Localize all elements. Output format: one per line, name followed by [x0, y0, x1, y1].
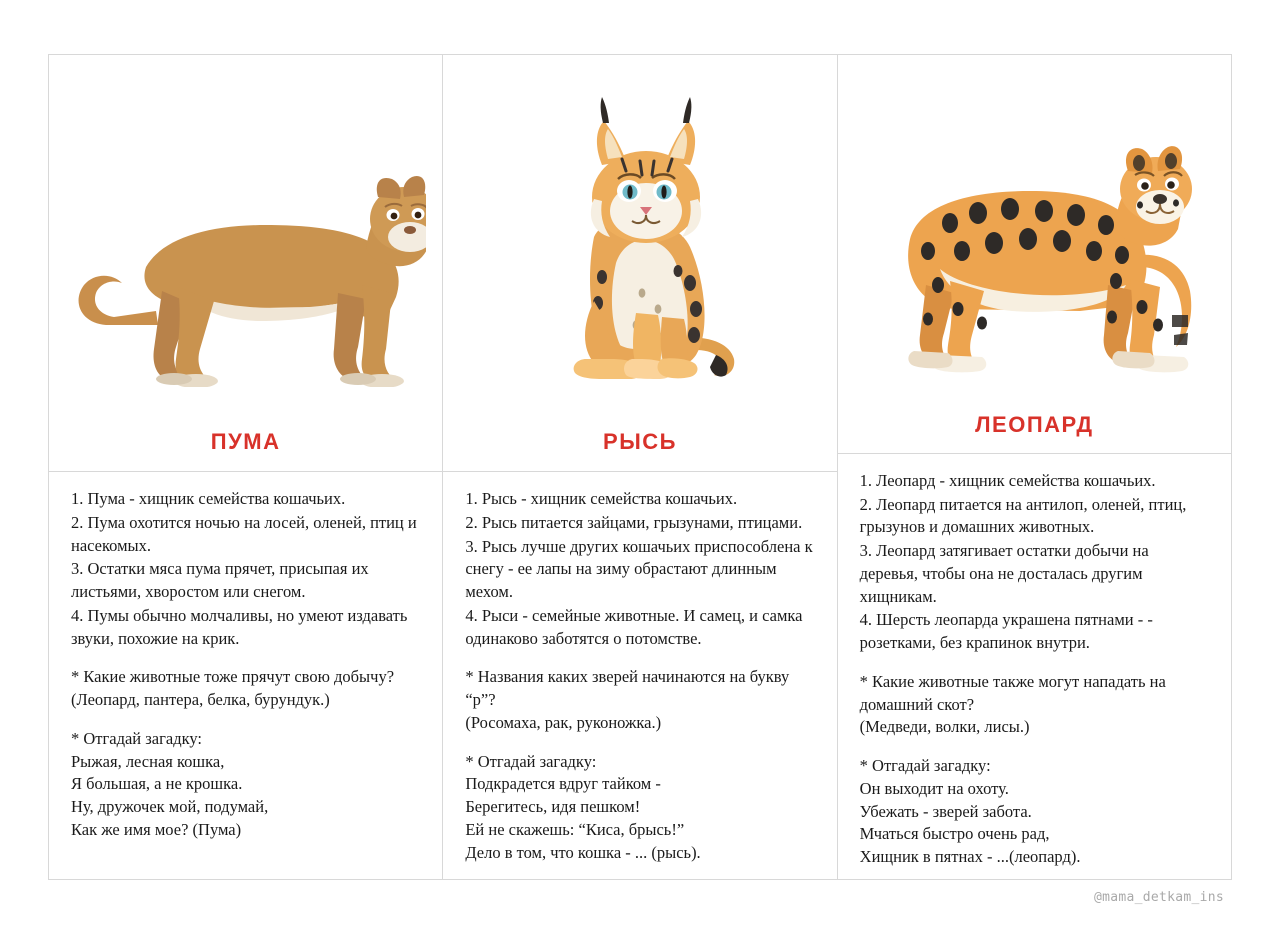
facts-leopard — [838, 454, 1231, 879]
card-title-lynx: РЫСЬ — [603, 429, 677, 454]
answer-text: (Медведи, волки, лисы.) — [859, 717, 1030, 737]
cougar-illustration — [49, 55, 442, 413]
fact-line: 4. Рыси - семейные животные. И самец, и самка одинаково заботятся о потомстве. — [465, 605, 803, 648]
riddle-line: Ну, дружочек мой, подумай, — [71, 797, 269, 817]
lynx-illustration — [443, 55, 836, 413]
question-block — [860, 671, 1209, 739]
riddle-line: Берегитесь, идя пешком! — [465, 797, 641, 817]
fact-line: 2. Пума охотится ночью на лосей, оленей, птиц и насекомых. — [71, 512, 417, 555]
riddle-block — [465, 751, 814, 865]
riddle-line: Рыжая, лесная кошка, — [71, 751, 225, 771]
facts-puma — [49, 472, 442, 852]
card-title-leopard: ЛЕОПАРД — [975, 412, 1094, 438]
fact-line: 4. Пумы обычно молчаливы, но умеют издавать звуки, похожие на крик. — [71, 605, 408, 648]
fact-line: 1. Рысь - хищник семейства кошачьих. — [465, 489, 738, 508]
fact-line: 3. Рысь лучше других кошачьих приспособлена к снегу - ее лапы на зиму обрастают длинным мехом. — [465, 536, 813, 602]
fact-line: 1. Леопард - хищник семейства кошачьих. — [859, 470, 1156, 490]
card-puma — [49, 55, 442, 879]
question-text: * Названия каких зверей начинаются на букву “р”? — [465, 667, 790, 710]
card-title-puma: ПУМА — [210, 429, 281, 454]
riddle-block — [860, 755, 1209, 869]
fact-line: 3. Леопард затягивает остатки добычи на деревья, чтобы она не досталась другим хищникам. — [859, 541, 1149, 606]
riddle-heading: * Отгадай загадку: — [465, 751, 597, 771]
card-leopard — [837, 55, 1231, 879]
fact-line: 1. Пума - хищник семейства кошачьих. — [71, 489, 346, 508]
riddle-line: Мчаться быстро очень рад, — [859, 824, 1050, 844]
question-block — [465, 666, 814, 734]
cards-sheet — [48, 54, 1232, 880]
fact-line: 2. Леопард питается на антилоп, оленей, птиц, грызунов и домашних животных. — [859, 494, 1187, 537]
question-block — [71, 666, 420, 712]
watermark: @mama_detkam_ins — [1093, 890, 1224, 905]
riddle-line: Ей не скажешь: “Киса, брысь!” — [465, 819, 685, 839]
riddle-line: Как же имя мое? (Пума) — [71, 819, 242, 839]
leopard-illustration — [838, 55, 1231, 397]
fact-line: 2. Рысь питается зайцами, грызунами, птицами. — [465, 512, 803, 532]
answer-text: (Леопард, пантера, белка, бурундук.) — [71, 690, 330, 710]
card-lynx — [442, 55, 836, 879]
question-text: * Какие животные тоже прячут свою добычу? — [71, 667, 395, 687]
riddle-line: Дело в том, что кошка - ... (рысь). — [465, 842, 701, 862]
riddle-line: Я большая, а не крошка. — [71, 774, 243, 794]
riddle-line: Он выходит на охоту. — [859, 778, 1009, 798]
riddle-heading: * Отгадай загадку: — [859, 756, 991, 776]
question-text: * Какие животные также могут нападать на домашний скот? — [859, 671, 1166, 714]
riddle-block — [71, 728, 420, 842]
riddle-line: Подкрадется вдруг тайком - — [465, 774, 661, 794]
riddle-heading: * Отгадай загадку: — [71, 728, 202, 748]
facts-lynx — [443, 472, 836, 874]
riddle-line: Хищник в пятнах - ...(леопард). — [859, 847, 1081, 867]
riddle-line: Убежать - зверей забота. — [859, 801, 1032, 821]
answer-text: (Росомаха, рак, руконожка.) — [465, 712, 662, 732]
fact-line: 3. Остатки мяса пума прячет, присыпая их листьями, хворостом или снегом. — [71, 559, 369, 602]
fact-line: 4. Шерсть леопарда украшена пятнами - - розетками, без крапинок внутри. — [859, 610, 1153, 653]
